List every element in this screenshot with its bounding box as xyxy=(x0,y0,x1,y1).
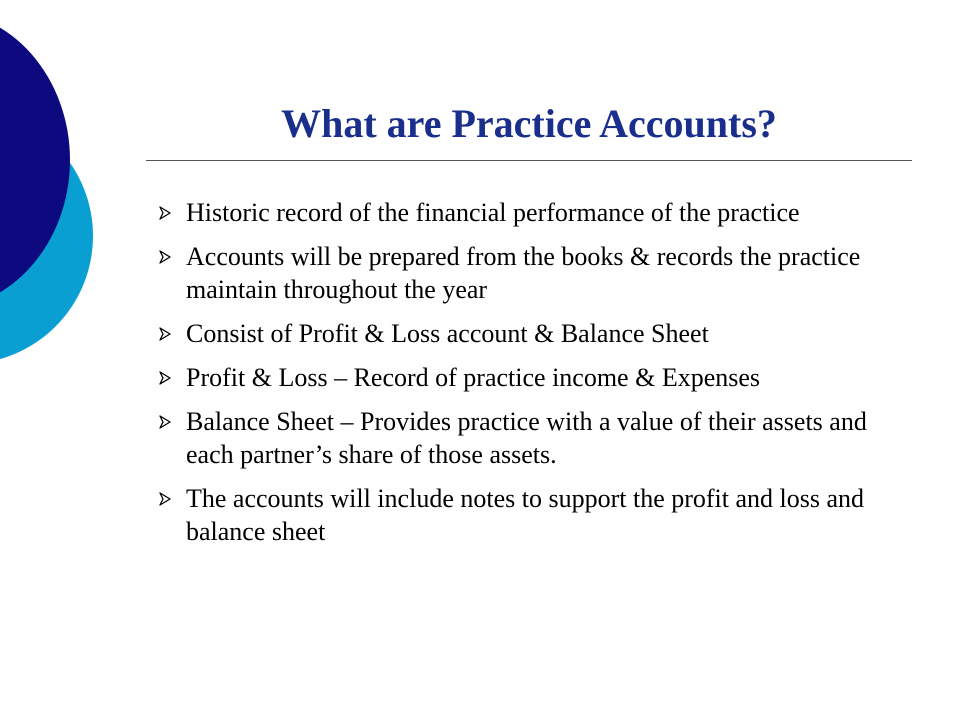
bullet-text: Balance Sheet – Provides practice with a value of their assets and each partner’s share of those assets. xyxy=(186,407,867,469)
bullet-text: Historic record of the financial performance of the practice xyxy=(186,198,800,227)
bullet-text: Consist of Profit & Loss account & Balance Sheet xyxy=(186,319,709,348)
bullet-item xyxy=(158,196,898,229)
title-divider xyxy=(146,160,912,161)
bullet-item xyxy=(158,361,898,394)
arrowhead-bullet-icon xyxy=(158,250,172,264)
bullet-text: The accounts will include notes to support the profit and loss and balance sheet xyxy=(186,484,865,546)
bullet-item xyxy=(158,317,898,350)
arrowhead-bullet-icon xyxy=(158,327,172,341)
bullet-item xyxy=(158,482,898,548)
arrowhead-bullet-icon xyxy=(158,415,172,429)
bullet-item xyxy=(158,240,898,306)
bullet-text: Accounts will be prepared from the books & records the practice maintain throughout the year xyxy=(186,242,861,304)
slide-title: What are Practice Accounts? xyxy=(281,101,777,146)
bullet-list xyxy=(158,196,898,559)
bullet-text: Profit & Loss – Record of practice income & Expenses xyxy=(186,363,761,392)
arrowhead-bullet-icon xyxy=(158,371,172,385)
bullet-item xyxy=(158,405,898,471)
decorative-circles xyxy=(0,0,120,400)
arrowhead-bullet-icon xyxy=(158,206,172,220)
arrowhead-bullet-icon xyxy=(158,492,172,506)
